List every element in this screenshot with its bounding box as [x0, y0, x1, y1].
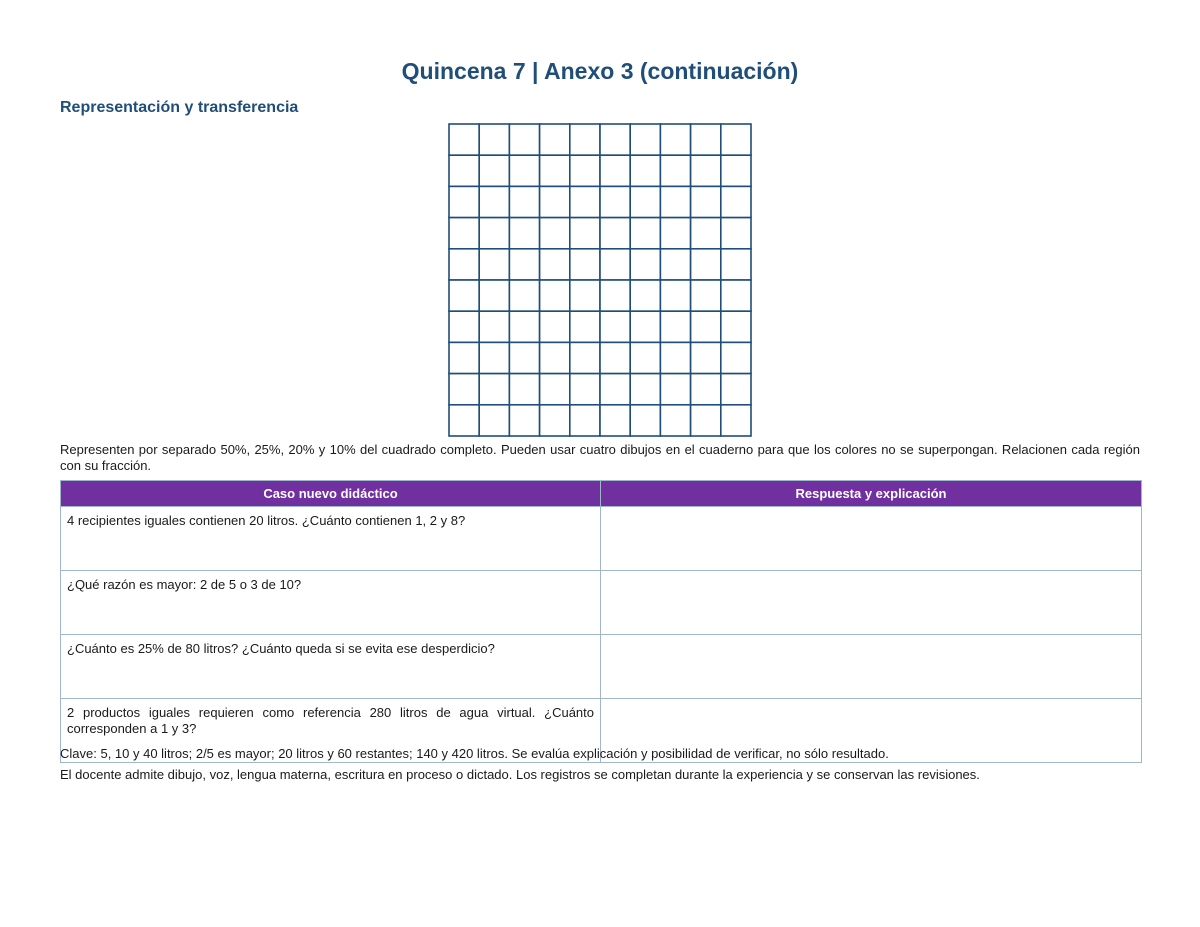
grid-cell [600, 186, 630, 217]
grid-cell [540, 218, 570, 249]
hundred-square-grid [448, 123, 752, 437]
grid-cell [540, 311, 570, 342]
answer-cell[interactable] [601, 507, 1142, 571]
grid-cell [721, 342, 751, 373]
case-cell: 4 recipientes iguales contienen 20 litros. ¿Cuánto contienen 1, 2 y 8? [61, 507, 601, 571]
grid-cell [479, 311, 509, 342]
grid-cell [660, 155, 690, 186]
header-case: Caso nuevo didáctico [61, 481, 601, 507]
grid-cell [600, 124, 630, 155]
grid-cell [479, 374, 509, 405]
grid-cell [540, 280, 570, 311]
grid-cell [509, 374, 539, 405]
grid-cell [509, 249, 539, 280]
grid-cell [630, 311, 660, 342]
grid-cell [721, 249, 751, 280]
grid-cell [660, 405, 690, 436]
grid-cell [600, 374, 630, 405]
grid-cell [660, 218, 690, 249]
instruction-text: Representen por separado 50%, 25%, 20% y 10% del cuadrado completo. Pueden usar cuatro dibujos en el cuaderno para que los colores no se superpongan. Relacionen cada región con su fracción. [60, 442, 1140, 473]
page-title: Quincena 7 | Anexo 3 (continuación) [401, 58, 799, 84]
grid-cell [630, 249, 660, 280]
grid-cell [479, 186, 509, 217]
grid-cell [721, 218, 751, 249]
grid-cell [479, 280, 509, 311]
grid-cell [570, 155, 600, 186]
grid-cell [691, 218, 721, 249]
grid-cell [449, 311, 479, 342]
teacher-note: El docente admite dibujo, voz, lengua materna, escritura en proceso o dictado. Los registros se completan durante la experiencia y se conservan las revisiones. [60, 767, 980, 782]
grid-cell [630, 218, 660, 249]
section-subtitle: Representación y transferencia [60, 99, 299, 116]
grid-cell [540, 342, 570, 373]
grid-cell [660, 186, 690, 217]
grid-cell [660, 249, 690, 280]
case-cell: ¿Qué razón es mayor: 2 de 5 o 3 de 10? [61, 571, 601, 635]
answer-cell[interactable] [601, 635, 1142, 699]
grid-cell [540, 374, 570, 405]
grid-cell [630, 124, 660, 155]
grid-cell [479, 405, 509, 436]
grid-cell [721, 186, 751, 217]
grid-cell [660, 374, 690, 405]
grid-cell [479, 155, 509, 186]
table-row [61, 507, 1142, 571]
grid-cell [509, 342, 539, 373]
grid-cell [721, 405, 751, 436]
answer-cell[interactable] [601, 571, 1142, 635]
grid-cell [479, 218, 509, 249]
grid-cell [449, 249, 479, 280]
grid-cell [630, 186, 660, 217]
grid-cell [600, 405, 630, 436]
table-row [61, 571, 1142, 635]
grid-cell [509, 155, 539, 186]
grid-cell [449, 405, 479, 436]
grid-cell [449, 342, 479, 373]
grid-cell [600, 280, 630, 311]
cases-table [60, 480, 1142, 763]
grid-cell [600, 249, 630, 280]
grid-cell [540, 155, 570, 186]
grid-cell [660, 342, 690, 373]
grid-cell [449, 124, 479, 155]
grid-cell [721, 374, 751, 405]
grid-svg [448, 123, 752, 437]
grid-cell [691, 405, 721, 436]
grid-cell [509, 218, 539, 249]
grid-cell [540, 186, 570, 217]
grid-cell [721, 124, 751, 155]
grid-cell [509, 311, 539, 342]
grid-cell [540, 124, 570, 155]
grid-cell [600, 311, 630, 342]
grid-cell [721, 155, 751, 186]
grid-cell [721, 311, 751, 342]
grid-cell [509, 280, 539, 311]
grid-cell [570, 374, 600, 405]
case-cell: 2 productos iguales requieren como referencia 280 litros de agua virtual. ¿Cuánto corresponden a 1 y 3? [61, 699, 601, 763]
grid-cell [449, 186, 479, 217]
grid-cell [691, 374, 721, 405]
grid-cell [570, 405, 600, 436]
grid-cell [660, 280, 690, 311]
grid-cell [600, 342, 630, 373]
grid-cell [570, 342, 600, 373]
grid-cell [479, 124, 509, 155]
table-header-row [61, 481, 1142, 507]
grid-cell [721, 280, 751, 311]
grid-cell [509, 405, 539, 436]
grid-cell [540, 405, 570, 436]
answer-key-note: Clave: 5, 10 y 40 litros; 2/5 es mayor; 20 litros y 60 restantes; 140 y 420 litros. Se evalúa explicación y posibilidad de verificar, no sólo resultado. [60, 746, 889, 761]
grid-cell [449, 218, 479, 249]
grid-cell [630, 342, 660, 373]
grid-cell [570, 311, 600, 342]
grid-cell [509, 124, 539, 155]
grid-cell [570, 249, 600, 280]
grid-cell [691, 311, 721, 342]
grid-cell [509, 186, 539, 217]
grid-cell [691, 280, 721, 311]
grid-cell [630, 405, 660, 436]
case-cell: ¿Cuánto es 25% de 80 litros? ¿Cuánto queda si se evita ese desperdicio? [61, 635, 601, 699]
header-answer: Respuesta y explicación [601, 481, 1142, 507]
grid-cell [691, 249, 721, 280]
grid-cell [630, 280, 660, 311]
grid-cell [449, 155, 479, 186]
grid-cell [570, 280, 600, 311]
grid-cell [691, 186, 721, 217]
grid-cell [570, 186, 600, 217]
grid-cell [570, 124, 600, 155]
grid-cell [540, 249, 570, 280]
grid-cell [630, 374, 660, 405]
grid-cell [600, 218, 630, 249]
grid-cell [600, 155, 630, 186]
grid-cell [449, 374, 479, 405]
grid-cell [691, 342, 721, 373]
grid-cell [691, 124, 721, 155]
grid-cell [660, 124, 690, 155]
grid-cell [630, 155, 660, 186]
table-row [61, 635, 1142, 699]
notes-section [60, 746, 1150, 788]
grid-cell [570, 218, 600, 249]
grid-cell [479, 249, 509, 280]
grid-cell [691, 155, 721, 186]
grid-cell [660, 311, 690, 342]
grid-cell [449, 280, 479, 311]
grid-cell [479, 342, 509, 373]
